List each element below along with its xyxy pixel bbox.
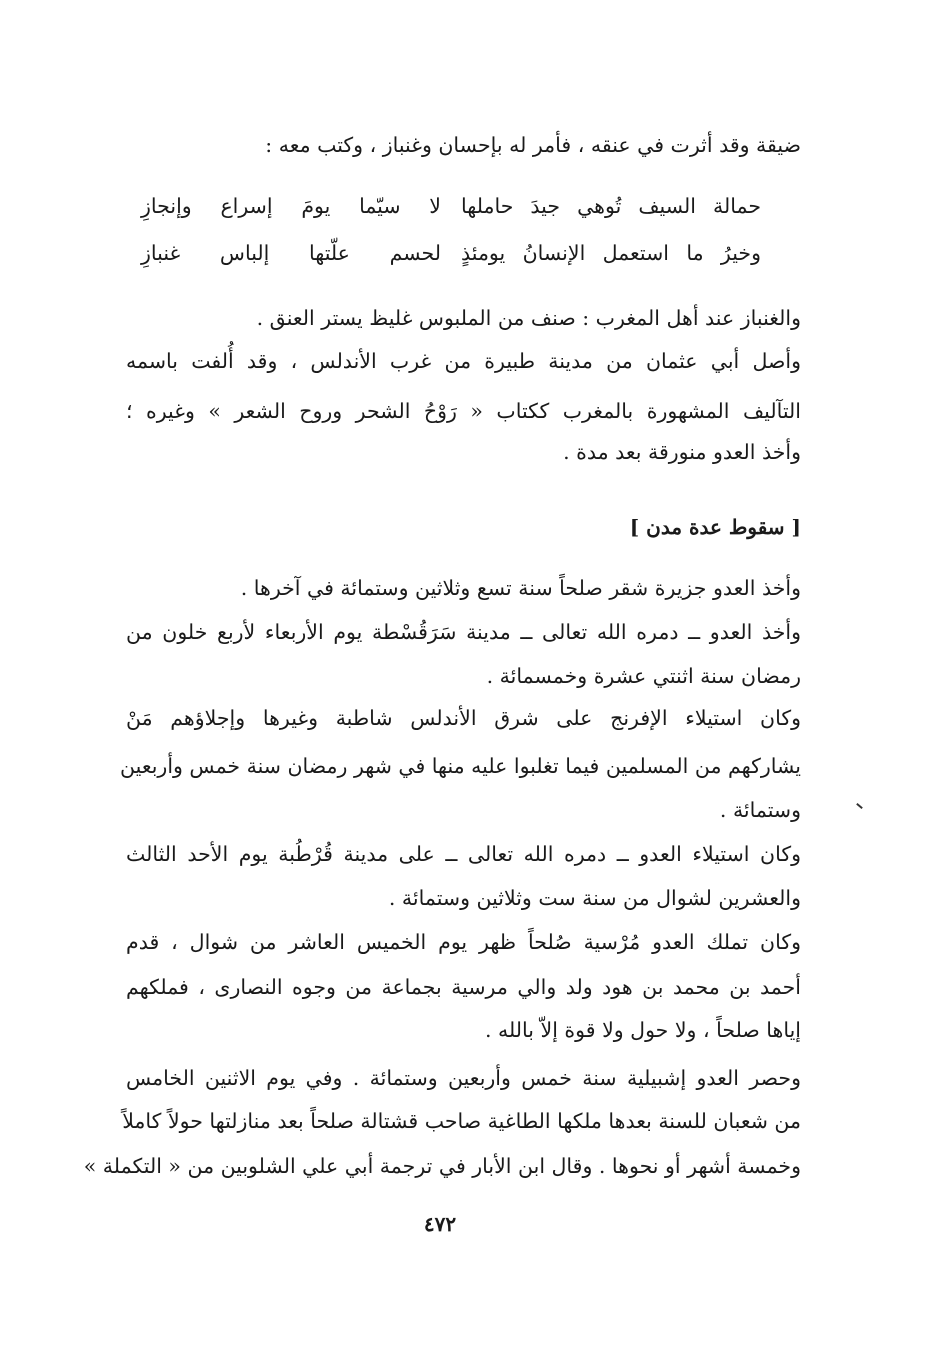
section-heading: [ سقوط عدة مدن ] (629, 515, 801, 539)
margin-mark (856, 803, 863, 809)
paragraph-line: وأخذ العدو منورقة بعد مدة . (563, 440, 801, 464)
paragraph-line: وكان تملك العدو مُرْسية صُلحاً ظهر يوم الخميس العاشر من شوال ، قدم (126, 930, 801, 954)
paragraph-line: وخمسة أشهر أو نحوها . وقال ابن الأبار في ترجمة أبي علي الشلوبين من « التكملة » (83, 1154, 801, 1178)
page-number: ٤٧٢ (423, 1212, 457, 1236)
paragraph-line: وأخذ العدو جزيرة شقر صلحاً سنة تسع وثلاثين وستمائة في آخرها . (240, 576, 801, 600)
verse-hemistich-second: لا سيّما يومَ إسراع وإنجازِ (141, 194, 441, 218)
paragraph-line: من شعبان للسنة بعدها ملكها الطاغية صاحب قشتالة صلحاً بعد منازلتها حولاً كاملاً (122, 1109, 801, 1133)
intro-line: ضيقة وقد أثرت في عنقه ، فأمر له بإحسان وغنباز ، وكتب معه : (265, 133, 801, 157)
paragraph-line: أحمد بن محمد بن هود ولد والي مرسية بجماعة من وجوه النصارى ، فملكهم (126, 975, 801, 999)
paragraph-line: وأصل أبي عثمان من مدينة طبيرة من غرب الأندلس ، وقد أُلفت باسمه (126, 349, 801, 373)
verse-hemistich-second: لحسم علّتها إلباس غنبازِ (141, 241, 441, 265)
paragraph-line: إياها صلحاً ، ولا حول ولا قوة إلاّ بالله . (485, 1018, 801, 1042)
paragraph-line: والعشرين لشوال من سنة ست وثلاثين وستمائة . (388, 886, 801, 910)
verse-hemistich-first: وخيرُ ما استعمل الإنسانُ يومئذٍ (461, 241, 761, 265)
paragraph-line: رمضان سنة اثنتي عشرة وخمسمائة . (486, 664, 801, 688)
paragraph-line: التآليف المشهورة بالمغرب ككتاب « رَوْحُ الشحر وروح الشعر » وغيره ؛ (126, 399, 801, 423)
paragraph-line: وستمائة . (719, 798, 801, 822)
paragraph-line: وكان استيلاء العدو ــ دمره الله تعالى ــ على مدينة قُرْطُبة يوم الأحد الثالث (126, 842, 801, 866)
paragraph-line: والغنباز عند أهل المغرب : صنف من الملبوس غليظ يستر العنق . (256, 306, 801, 330)
paragraph-line: وكان استيلاء الإفرنج على شرق الأندلس شاطبة وغيرها وإجلاؤهم مَنْ (126, 706, 801, 730)
paragraph-line: وحصر العدو إشبيلية سنة خمس وأربعين وستمائة . وفي يوم الاثنين الخامس (126, 1066, 801, 1090)
verse-hemistich-first: حمالة السيف تُوهي جيدَ حاملها (461, 194, 761, 218)
paragraph-line: وأخذ العدو ــ دمره الله تعالى ــ مدينة سَرَقُسْطة يوم الأربعاء لأربع خلون من (126, 620, 801, 644)
paragraph-line: يشاركهم من المسلمين فيما تغلبوا عليه منها في شهر رمضان سنة خمس وأربعين (120, 754, 801, 778)
